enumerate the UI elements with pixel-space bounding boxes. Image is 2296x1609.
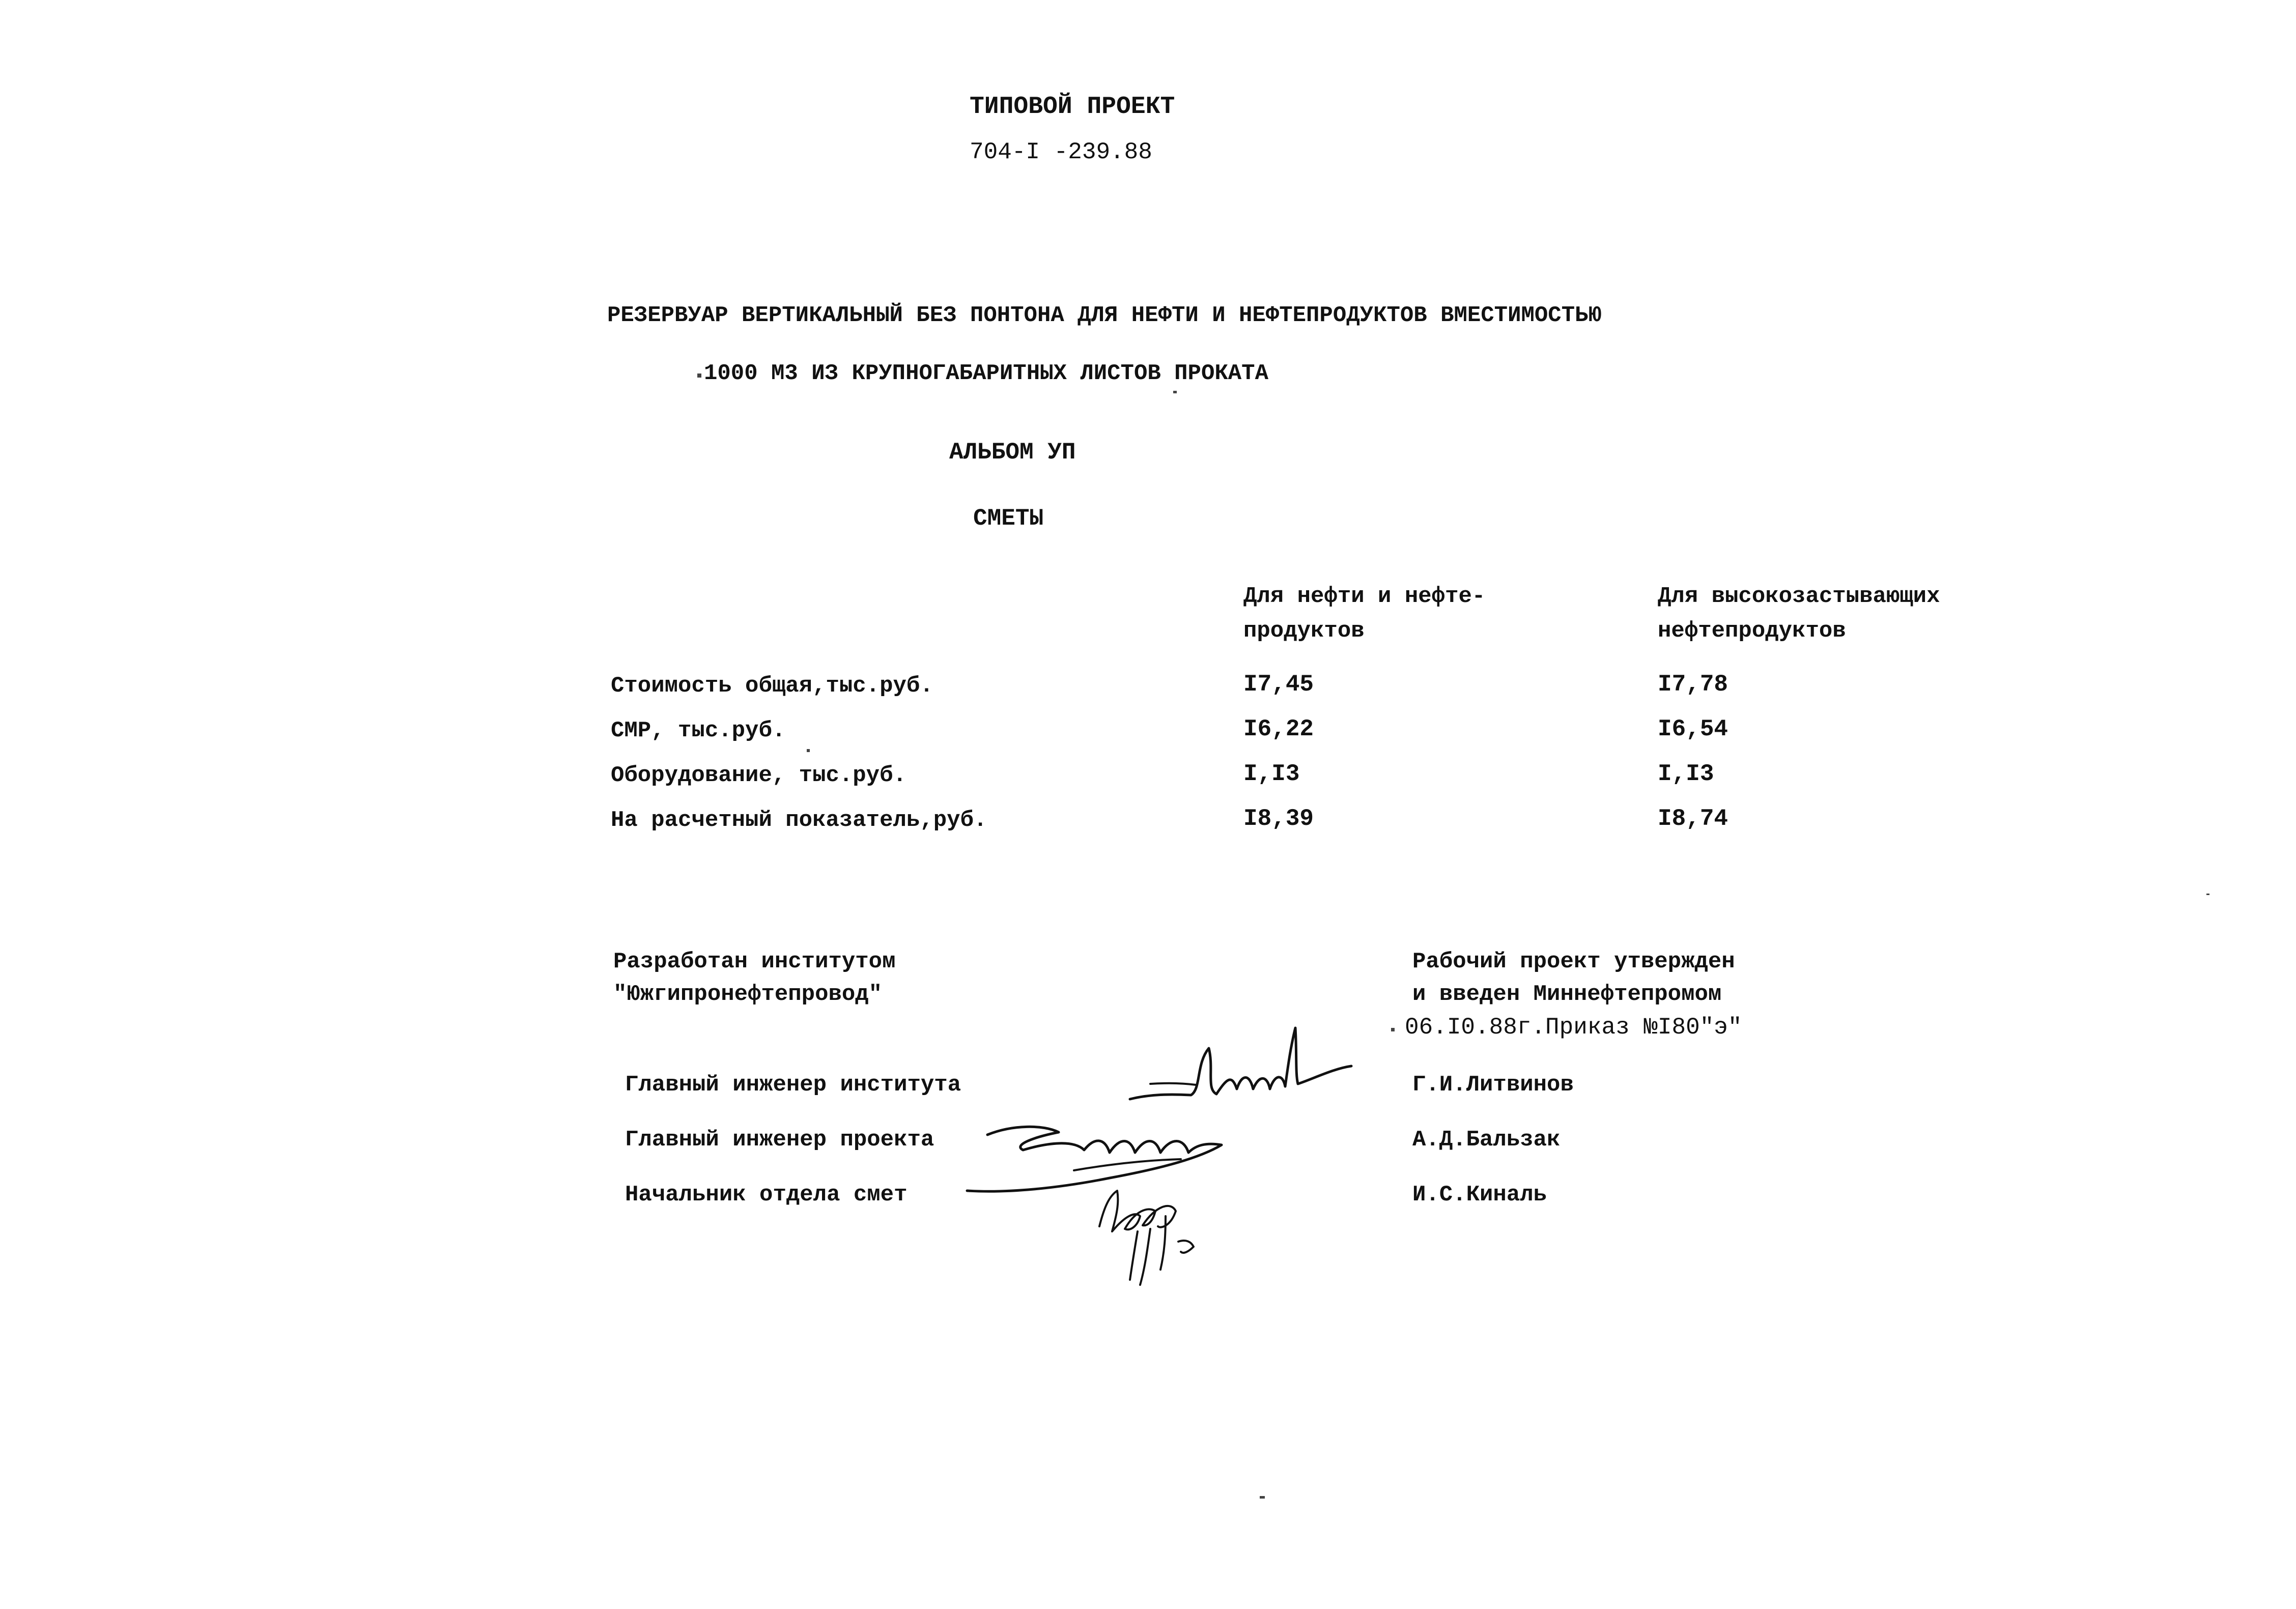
row-label: Оборудование, тыс.руб.: [611, 763, 906, 788]
cell-value: I7,78: [1658, 671, 1728, 698]
cell-value: I6,54: [1658, 716, 1728, 742]
approval-order: 06.I0.88г.Приказ №I80"э": [1405, 1014, 1742, 1041]
signature-chief-engineer-institute: [1120, 1018, 1359, 1119]
signatory-name: Г.И.Литвинов: [1412, 1072, 1574, 1098]
column-header-viscous-line2: нефтепродуктов: [1658, 618, 1846, 644]
document-title-line1: РЕЗЕРВУАР ВЕРТИКАЛЬНЫЙ БЕЗ ПОНТОНА ДЛЯ НЕФТИ И НЕФТЕПРОДУКТОВ ВМЕСТИМОСТЬЮ: [607, 303, 1602, 328]
approval-line2: и введен Миннефтепромом: [1412, 982, 1722, 1007]
scan-speck: [697, 373, 701, 378]
column-header-viscous-line1: Для высокозастывающих: [1658, 584, 1940, 609]
cell-value: I,I3: [1243, 761, 1300, 787]
signatory-role: Начальник отдела смет: [625, 1182, 908, 1208]
row-label: СМР, тыс.руб.: [611, 718, 786, 743]
signatory-name: А.Д.Бальзак: [1412, 1127, 1561, 1153]
scan-speck: [1391, 1028, 1395, 1031]
section-label: СМЕТЫ: [973, 505, 1044, 532]
project-label: ТИПОВОЙ ПРОЕКТ: [970, 93, 1175, 121]
scan-speck: [1260, 1496, 1265, 1499]
row-label: На расчетный показатель,руб.: [611, 808, 987, 833]
column-header-oil-line2: продуктов: [1243, 618, 1365, 644]
cell-value: I8,74: [1658, 806, 1728, 832]
developer-institute: "Южгипронефтепровод": [613, 982, 883, 1007]
signatory-name: И.С.Киналь: [1412, 1182, 1547, 1208]
signatory-role: Главный инженер проекта: [625, 1127, 934, 1153]
row-label: Стоимость общая,тыс.руб.: [611, 673, 933, 699]
signatory-role: Главный инженер института: [625, 1072, 961, 1098]
signature-head-estimates: [1089, 1165, 1222, 1287]
album-label: АЛЬБОМ УП: [949, 439, 1076, 466]
cell-value: I6,22: [1243, 716, 1314, 742]
scan-speck: [807, 749, 810, 752]
developer-line1: Разработан институтом: [613, 949, 896, 974]
cell-value: I8,39: [1243, 806, 1314, 832]
document-title-line2: 1000 М3 ИЗ КРУПНОГАБАРИТНЫХ ЛИСТОВ ПРОКАТА: [704, 361, 1268, 386]
scan-speck: [2206, 894, 2209, 895]
cell-value: I,I3: [1658, 761, 1714, 787]
approval-line1: Рабочий проект утвержден: [1412, 949, 1735, 974]
column-header-oil-line1: Для нефти и нефте-: [1243, 584, 1486, 609]
cell-value: I7,45: [1243, 671, 1314, 698]
scan-speck: [1173, 391, 1177, 393]
project-number: 704-I -239.88: [970, 139, 1152, 165]
